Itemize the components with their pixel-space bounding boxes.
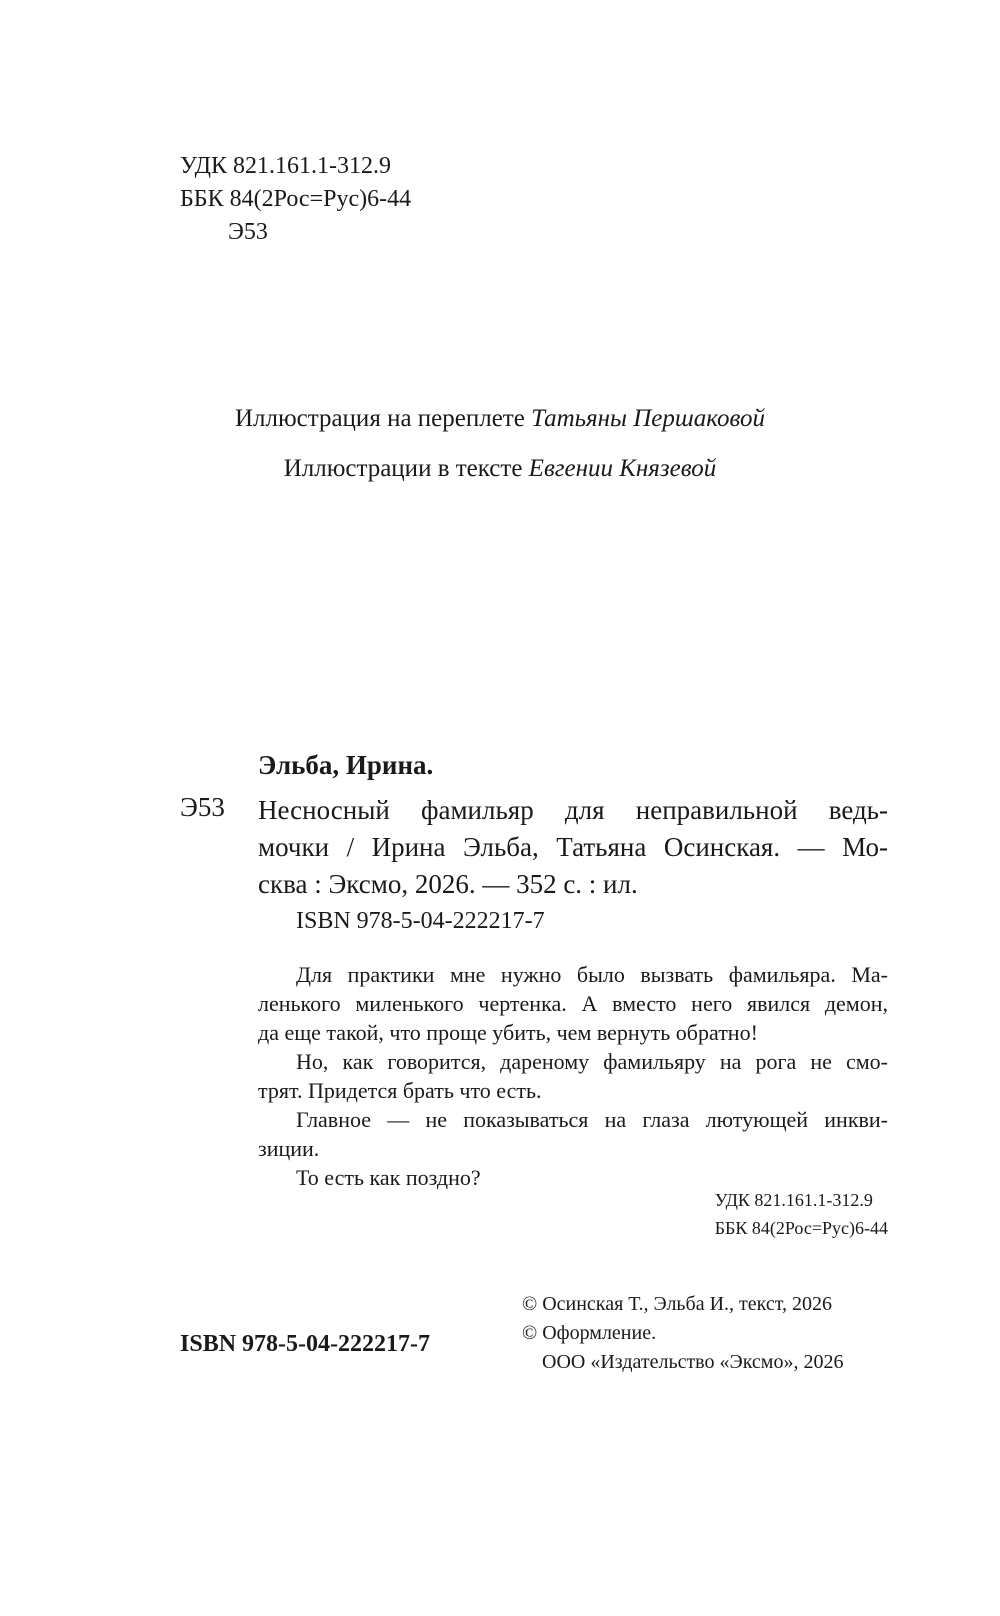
- copyright-publisher-line: ООО «Издательство «Эксмо», 2026: [542, 1351, 844, 1373]
- annotation-line: Для практики мне нужно было вызвать фамильяра. Ма-: [296, 962, 888, 987]
- annotation-line: зиции.: [258, 1136, 320, 1161]
- annotation-paragraph-3: [258, 1105, 888, 1163]
- cover-artist-name: Татьяны Першаковой: [531, 405, 766, 432]
- annotation-paragraph-1: [258, 960, 888, 1047]
- annotation-line: То есть как поздно?: [296, 1165, 481, 1190]
- catalog-author-mark: Э53: [180, 792, 225, 822]
- copyright-block: [522, 1290, 843, 1377]
- annotation-line: Главное — не показываться на глаза лютующей инкви-: [296, 1107, 888, 1132]
- bottom-classification-codes: [715, 1186, 888, 1242]
- copyright-text-line: © Осинская Т., Эльба И., текст, 2026: [522, 1293, 832, 1315]
- copyright-design-line: © Оформление.: [522, 1322, 657, 1344]
- description-line-2: мочки / Ирина Эльба, Татьяна Осинская. — Мо-: [258, 832, 888, 862]
- catalog-description: [258, 792, 888, 903]
- description-line-1: Несносный фамильяр для неправильной ведь-: [258, 795, 888, 825]
- catalog-author: Эльба, Ирина.: [258, 750, 434, 780]
- annotation-line: трят. Придется брать что есть.: [258, 1078, 542, 1103]
- text-illustration-credit: [0, 455, 1000, 483]
- bbk-code: ББК 84(2Рос=Рус)6-44: [180, 186, 412, 212]
- annotation-paragraph-2: [258, 1047, 888, 1105]
- catalog-isbn: ISBN 978-5-04-222217-7: [296, 908, 545, 934]
- text-artist-name: Евгении Князевой: [528, 455, 717, 482]
- description-line-3: сква : Эксмо, 2026. — 352 с. : ил.: [258, 869, 638, 899]
- annotation-line: ленького миленького чертенка. А вместо него явился демон,: [258, 991, 888, 1016]
- author-mark: Э53: [228, 219, 268, 245]
- udk-code: УДК 821.161.1-312.9: [180, 153, 391, 179]
- annotation-line: Но, как говорится, дареному фамильяру на рога не смо-: [296, 1049, 888, 1074]
- bottom-bbk-code: ББК 84(2Рос=Рус)6-44: [714, 1218, 888, 1238]
- top-classification-codes: [180, 150, 411, 249]
- cover-credit-prefix: Иллюстрация на переплете: [234, 405, 532, 432]
- annotation-line: да еще такой, что проще убить, чем вернуть обратно!: [258, 1020, 758, 1045]
- isbn-bottom: ISBN 978-5-04-222217-7: [180, 1331, 430, 1357]
- cover-illustration-credit: [0, 405, 1000, 433]
- text-credit-prefix: Иллюстрации в тексте: [283, 455, 529, 482]
- bottom-udk-code: УДК 821.161.1-312.9: [714, 1190, 873, 1210]
- annotation: [258, 960, 888, 1192]
